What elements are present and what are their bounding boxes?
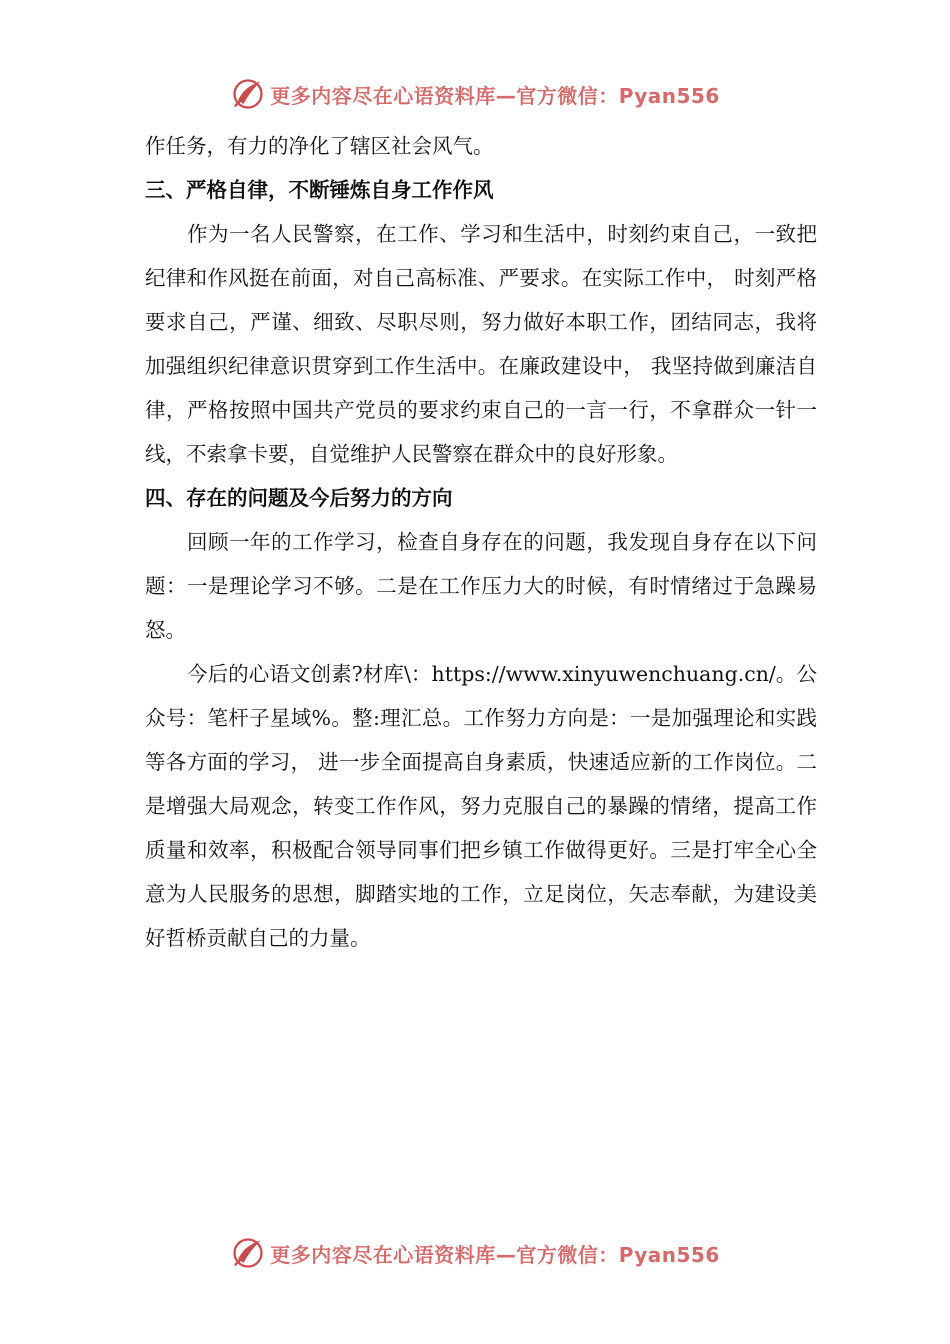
seal-logo-icon bbox=[230, 1235, 266, 1271]
paragraph-continuation: 作任务，有力的净化了辖区社会风气。 bbox=[145, 134, 494, 158]
footer-banner-text: 更多内容尽在心语资料库—官方微信：Pyan556 bbox=[270, 1242, 720, 1267]
paragraph-problems: 回顾一年的工作学习，检查自身存在的问题，我发现自身存在以下问题：一是理论学习不够。二是在工作压力大的时候，有时情绪过于急躁易怒。 bbox=[145, 530, 817, 642]
header-banner bbox=[0, 74, 950, 114]
footer-banner bbox=[0, 1233, 950, 1273]
section-heading-3: 三、严格自律，不断锤炼自身工作作风 bbox=[145, 178, 494, 202]
seal-logo-icon bbox=[230, 76, 266, 112]
paragraph-discipline: 作为一名人民警察，在工作、学习和生活中，时刻约束自己，一致把纪律和作风挺在前面，对自己高标准、严要求。在实际工作中， 时刻严格要求自己，严谨、细致、尽职尽则，努力做好本职工作，团结同志，我将加强组织纪律意识贯穿到工作生活中。在廉政建设中， 我坚持做到廉洁自律，严格按照中国共产党员的要求约束自己的一言一行，不拿群众一针一线，不索拿卡要，自觉维护人民警察在群众中的良好形象。 bbox=[145, 222, 817, 466]
header-banner-text: 更多内容尽在心语资料库—官方微信：Pyan556 bbox=[270, 83, 720, 108]
section-heading-4: 四、存在的问题及今后努力的方向 bbox=[145, 486, 453, 510]
paragraph-future-direction: 今后的心语文创素?材库\：https://www.xinyuwenchuang.cn/。公众号：笔杆子星域%。整:理汇总。工作努力方向是：一是加强理论和实践等各方面的学习， 进一步全面提高自身素质，快速适应新的工作岗位。二是增强大局观念，转变工作作风，努力克服自己的暴躁的情绪，提高工作质量和效率，积极配合领导同事们把乡镇工作做得更好。三是打牢全心全意为人民服务的思想，脚踏实地的工作，立足岗位，矢志奉献，为建设美好哲桥贡献自己的力量。 bbox=[145, 662, 817, 950]
document-body bbox=[145, 124, 817, 960]
